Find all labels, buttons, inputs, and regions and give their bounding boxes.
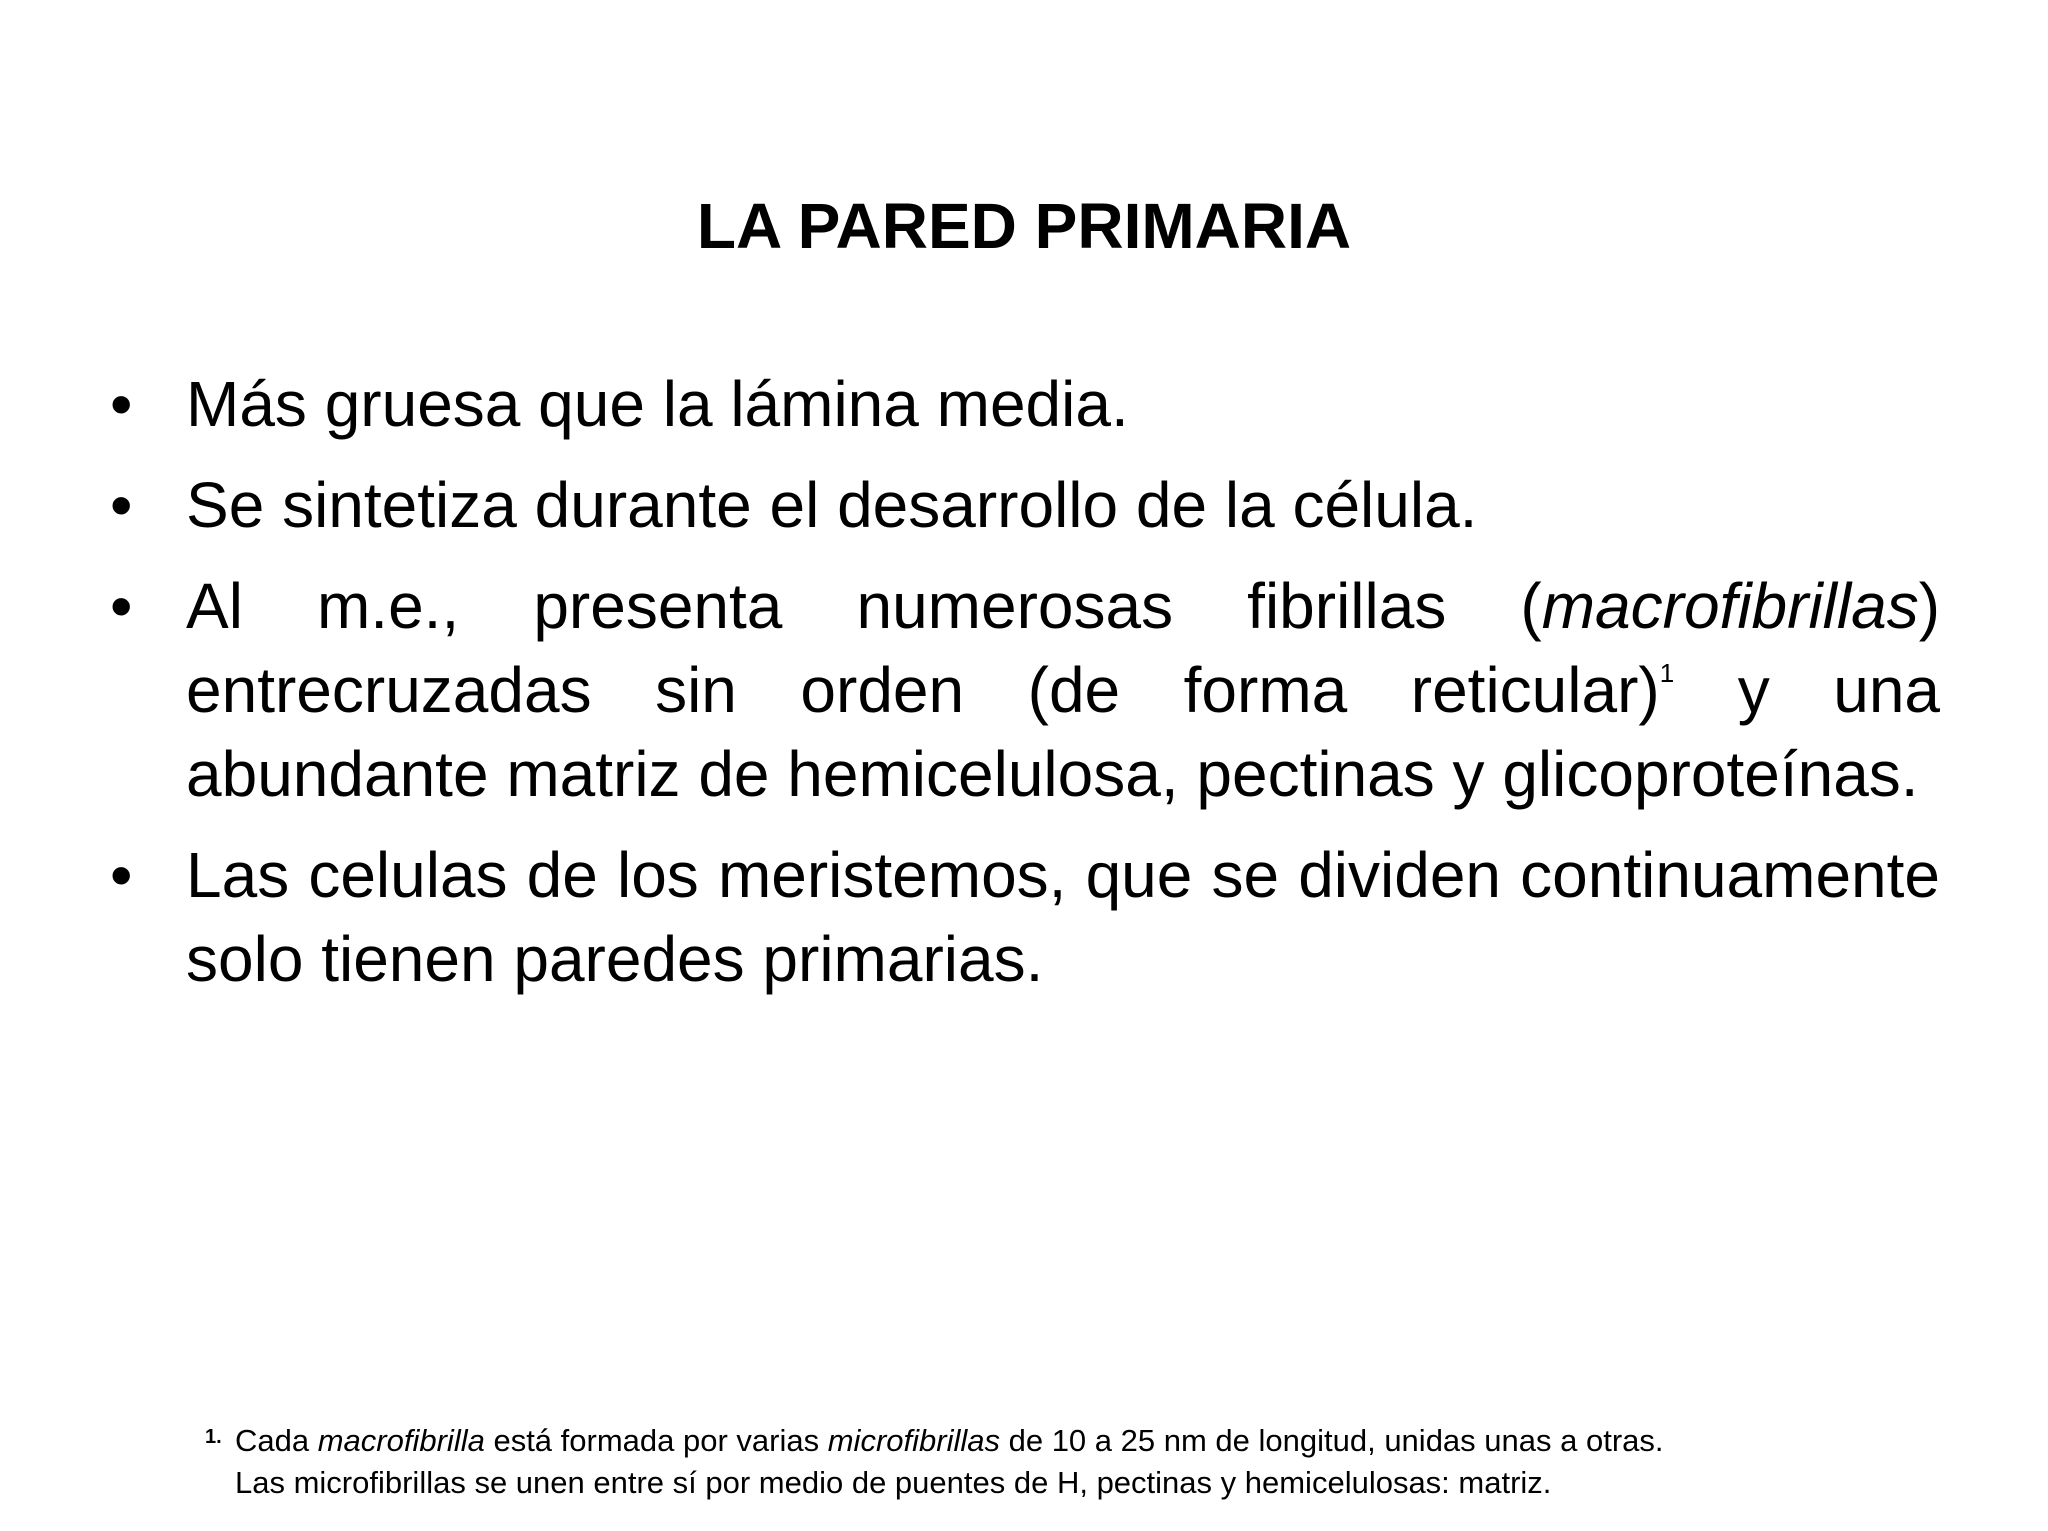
bullet-text-part: y una abundante matriz de hemicelulosa, pectinas y glicoproteínas. — [186, 654, 1941, 810]
bullet-text-italic: macrofibrillas — [1541, 570, 1919, 642]
footnote-text-italic: macrofibrilla — [317, 1423, 485, 1458]
bullet-text — [186, 564, 1940, 816]
bullet-dot-icon: • — [110, 368, 133, 440]
bullet-dot-icon: • — [110, 839, 133, 911]
bullet-list — [110, 362, 1940, 1018]
bullet-text: Se sintetiza durante el desarrollo de la célula. — [186, 469, 1478, 541]
bullet-item — [110, 833, 1940, 1001]
slide-title: LA PARED PRIMARIA — [696, 190, 1352, 262]
bullet-text: Las celulas de los meristemos, que se dividen continuamente solo tienen paredes primarias. — [186, 839, 1940, 995]
bullet-text-part: Al m.e., presenta numerosas fibrillas ( — [186, 570, 1542, 642]
footnote-reference: 1 — [1659, 658, 1675, 688]
footnote-text-part: Cada — [235, 1423, 318, 1458]
bullet-dot-icon: • — [110, 570, 133, 642]
bullet-item — [110, 362, 1940, 446]
footnote-text-part: está formada por varias — [484, 1423, 828, 1458]
footnote-text-italic: microfibrillas — [827, 1423, 1000, 1458]
footnote-marker: 1. — [205, 1426, 222, 1448]
footnote-line — [205, 1420, 1905, 1462]
bullet-dot-icon: • — [110, 469, 133, 541]
footnote-line: Las microfibrillas se unen entre sí por medio de puentes de H, pectinas y hemicelulosas: matriz. — [235, 1465, 1552, 1500]
footnote — [205, 1420, 1905, 1504]
footnote-text-part: de 10 a 25 nm de longitud, unidas unas a otras. — [999, 1423, 1664, 1458]
bullet-item — [110, 564, 1940, 816]
bullet-text-part: ) entrecruzadas sin orden (de forma reticular) — [186, 570, 1940, 726]
bullet-item — [110, 463, 1940, 547]
bullet-text: Más gruesa que la lámina media. — [186, 368, 1129, 440]
